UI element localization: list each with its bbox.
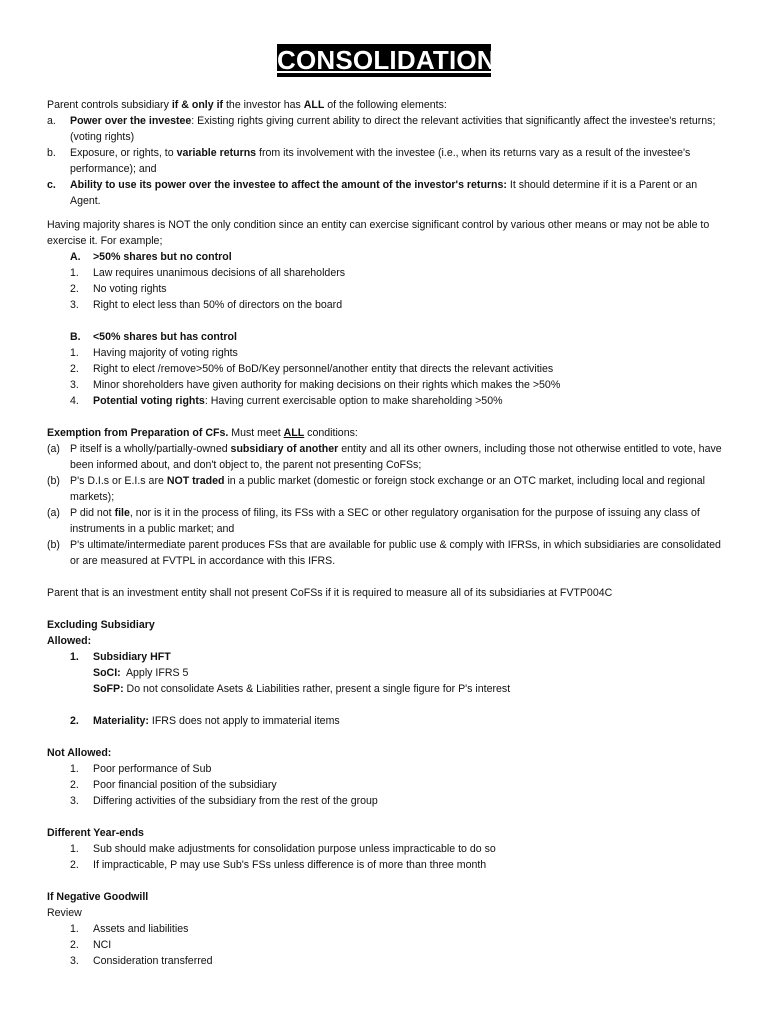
list-marker: 2. — [70, 939, 79, 951]
item-text: in a public market (domestic or foreign stock exchange or an OTC market, including local and regional markets); — [70, 475, 705, 503]
list-marker: 4. — [70, 395, 79, 407]
list-marker: 1. — [70, 763, 79, 775]
control-intro — [47, 97, 723, 113]
list-marker: 2. — [70, 779, 79, 791]
item-text: IFRS does not apply to immaterial items — [148, 715, 340, 727]
list-item — [47, 793, 723, 809]
heading-bold: Exemption from Preparation of CFs. — [47, 427, 229, 439]
group-b-section — [47, 329, 723, 409]
list-item — [47, 537, 723, 569]
list-item — [47, 857, 723, 873]
control-intro-text: Parent controls subsidiary — [47, 99, 172, 111]
sofp-line — [47, 681, 723, 697]
item-text: Right to elect less than 50% of directors on the board — [93, 299, 343, 311]
group-heading: <50% shares but has control — [93, 331, 237, 343]
control-intro-text: of the following elements: — [324, 99, 447, 111]
item-text: Exposure, or rights, to — [70, 147, 177, 159]
allowed-heading: Allowed: — [47, 635, 92, 647]
item-text: Consideration transferred — [93, 955, 213, 967]
list-marker: 1. — [70, 843, 79, 855]
item-text: Poor performance of Sub — [93, 763, 212, 775]
investment-entity-note: Parent that is an investment entity shall not present CoFSs if it is required to measure all of its subsidiaries at FVTP004C — [47, 587, 613, 599]
list-marker: (a) — [47, 507, 60, 519]
heading-all: ALL — [283, 427, 305, 439]
title-box — [277, 44, 496, 77]
item-text: Differing activities of the subsidiary from the rest of the group — [93, 795, 378, 807]
exemption-heading — [47, 425, 723, 441]
item-bold: variable returns — [176, 147, 257, 159]
review-label: Review — [47, 907, 82, 919]
exemption-section — [47, 425, 723, 569]
item-bold: Potential voting rights — [93, 395, 205, 407]
list-item — [47, 505, 723, 537]
item-text: Assets and liabilities — [93, 923, 189, 935]
item-bold: file — [114, 507, 130, 519]
section-heading: Different Year-ends — [47, 827, 144, 839]
item-text: : Existing rights giving current ability to direct the relevant activities that significantly affect the investee's returns; (voting rights) — [70, 115, 716, 143]
list-item — [47, 265, 723, 281]
list-item — [47, 713, 723, 729]
list-marker: 2. — [70, 363, 79, 375]
item-text: P itself is a wholly/partially-owned — [70, 443, 231, 455]
list-marker: 3. — [70, 955, 79, 967]
item-text: , nor is it in the process of filing, its FSs with a SEC or other regulatory organisation for the purpose of issuing any class of instruments in a public market; and — [70, 507, 700, 535]
list-marker: A. — [70, 251, 81, 263]
group-a-heading — [47, 249, 723, 265]
list-marker: 2. — [70, 859, 79, 871]
list-item — [47, 441, 723, 473]
list-marker: 3. — [70, 299, 79, 311]
item-text: from its involvement with the investee (i.e., when its returns vary as a result of the investee's performance); and — [70, 147, 691, 175]
group-heading: >50% shares but no control — [93, 251, 232, 263]
item-text: Having majority of voting rights — [93, 347, 238, 359]
excluding-section — [47, 617, 723, 697]
item-bold: Power over the investee — [70, 115, 192, 127]
list-marker: 1. — [70, 651, 79, 663]
list-marker: 2. — [70, 715, 79, 727]
item-bold: subsidiary of another — [230, 443, 339, 455]
control-intro-bold: if & only if — [171, 99, 224, 111]
list-marker: (b) — [47, 539, 60, 551]
item-text: No voting rights — [93, 283, 167, 295]
list-marker: b. — [47, 147, 56, 159]
item-text: P did not — [70, 507, 115, 519]
list-item — [47, 473, 723, 505]
list-marker: 1. — [70, 347, 79, 359]
item-bold: SoCI: — [93, 667, 121, 679]
list-marker: 3. — [70, 379, 79, 391]
item-text: Law requires unanimous decisions of all shareholders — [93, 267, 346, 279]
control-section — [47, 97, 723, 209]
list-item — [47, 649, 723, 665]
list-item — [47, 345, 723, 361]
list-item — [47, 777, 723, 793]
list-item — [47, 937, 723, 953]
year-ends-section — [47, 825, 723, 873]
list-item — [47, 953, 723, 969]
page-title: CONSOLIDATION — [277, 45, 496, 75]
item-text: entity and all its other owners, including those not otherwise entitled to vote, have been informed about, and don't object to, the parent not presenting CoFSs; — [70, 443, 722, 471]
list-item — [47, 761, 723, 777]
section-heading: Excluding Subsidiary — [47, 619, 155, 631]
list-item — [47, 361, 723, 377]
list-item — [47, 145, 723, 177]
list-marker: c. — [47, 179, 56, 191]
item-text: Sub should make adjustments for consolidation purpose unless impracticable to do so — [93, 843, 496, 855]
list-item — [47, 297, 723, 313]
list-marker: (b) — [47, 475, 60, 487]
item-text: It should determine if it is a Parent or an Agent. — [70, 179, 698, 207]
list-marker: 1. — [70, 267, 79, 279]
item-bold: NOT traded — [166, 475, 225, 487]
list-item — [47, 377, 723, 393]
item-text: Right to elect /remove>50% of BoD/Key personnel/another entity that directs the relevant activities — [93, 363, 554, 375]
list-marker: (a) — [47, 443, 60, 455]
list-marker: 2. — [70, 283, 79, 295]
list-item — [47, 393, 723, 409]
soci-line — [47, 665, 723, 681]
list-marker: 3. — [70, 795, 79, 807]
item-text: Do not consolidate Asets & Liabilities rather, present a single figure for P's interest — [123, 683, 511, 695]
list-item — [47, 841, 723, 857]
list-item — [47, 921, 723, 937]
list-marker: a. — [47, 115, 56, 127]
majority-section — [47, 217, 723, 313]
item-text: P's ultimate/intermediate parent produces FSs that are available for public use & comply with IFRSs, in which subsidiaries are consolidated or are measured at FVTPL in accordance with this IFRS. — [70, 539, 721, 567]
heading-text: conditions: — [304, 427, 358, 439]
materiality-item — [47, 713, 723, 729]
item-text: Apply IFRS 5 — [120, 667, 189, 679]
list-item — [47, 113, 723, 145]
item-bold: Materiality: — [93, 715, 149, 727]
group-b-heading — [47, 329, 723, 345]
item-text: Poor financial position of the subsidiary — [93, 779, 277, 791]
heading-text: Must meet — [228, 427, 284, 439]
item-text: Minor shoreholders have given authority for making decisions on their rights which makes the >50% — [93, 379, 561, 391]
item-text: If impracticable, P may use Sub's FSs unless difference is of more than three month — [93, 859, 487, 871]
majority-paragraph: Having majority shares is NOT the only condition since an entity can exercise significant control by various other means or may not be able to exercise it. For example; — [47, 219, 710, 247]
item-text: : Having current exercisable option to make shareholding >50% — [204, 395, 503, 407]
item-text: P's D.I.s or E.I.s are — [70, 475, 167, 487]
item-text: NCI — [93, 939, 112, 951]
control-intro-all: ALL — [303, 99, 325, 111]
list-marker: 1. — [70, 923, 79, 935]
not-allowed-heading: Not Allowed: — [47, 747, 112, 759]
item-bold: SoFP: — [93, 683, 124, 695]
section-heading: If Negative Goodwill — [47, 891, 149, 903]
control-intro-text: the investor has — [223, 99, 304, 111]
list-item — [47, 281, 723, 297]
item-bold: Ability to use its power over the investee to affect the amount of the investor's returns: — [70, 179, 507, 191]
item-bold: Subsidiary HFT — [93, 651, 171, 663]
list-marker: B. — [70, 331, 81, 343]
goodwill-section — [47, 889, 723, 969]
not-allowed-section — [47, 745, 723, 809]
list-item — [47, 177, 723, 209]
